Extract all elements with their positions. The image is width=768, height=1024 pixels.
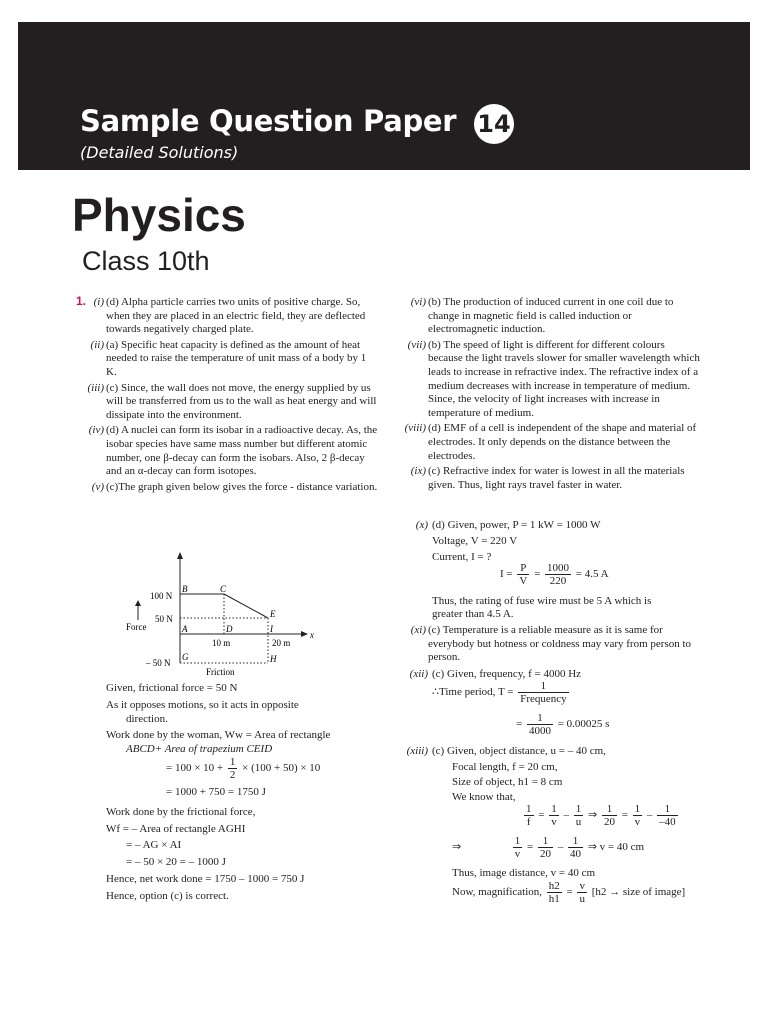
- answer-vi: [400, 296, 700, 337]
- fraction: [545, 562, 571, 587]
- denominator: 20: [603, 816, 615, 828]
- numerator: 1: [657, 803, 678, 816]
- eq-part: I =: [500, 568, 513, 581]
- fraction: [518, 680, 568, 705]
- fraction: [547, 880, 562, 905]
- force-distance-graph: [124, 548, 324, 678]
- numerator: 1: [518, 680, 568, 693]
- answer-v: [78, 481, 378, 495]
- answer-label: (ix): [410, 465, 426, 478]
- solution-line: Size of object, h1 = 8 cm: [452, 776, 563, 788]
- solution-line: Voltage, V = 220 V: [432, 535, 518, 547]
- denominator: 4000: [528, 725, 551, 737]
- answer-xi: [400, 624, 700, 665]
- solution-line: = – 50 × 20 = – 1000 J: [126, 856, 226, 868]
- eq-part: =: [516, 718, 523, 731]
- solution-line: Wf = – Area of rectangle AGHI: [106, 823, 246, 835]
- numerator: h2: [548, 880, 560, 892]
- denominator: u: [575, 816, 582, 828]
- solution-line: ABCD+ Area of trapezium CEID: [126, 743, 273, 755]
- answer-vii: [400, 339, 700, 421]
- point-d: D: [226, 624, 233, 634]
- denominator: h1: [548, 893, 560, 905]
- answer-text: (c) Temperature is a reliable measure as it is same for everybody but hotness or coldness may vary from person to person.: [428, 624, 692, 664]
- answer-iii: [78, 382, 378, 423]
- fraction: [633, 803, 643, 828]
- y-axis-arrow: [177, 552, 183, 559]
- answer-ii: [78, 339, 378, 380]
- numerator: 1: [602, 803, 617, 816]
- answer-label: (iv): [88, 424, 104, 437]
- numerator: 1000: [547, 562, 570, 574]
- paper-title: Sample Question Paper: [80, 104, 457, 138]
- solution-line: Work done by the frictional force,: [106, 806, 256, 818]
- solution-line: We know that,: [452, 791, 516, 803]
- denominator: 2: [229, 769, 236, 781]
- fraction: [513, 835, 523, 860]
- answer-ix: [400, 465, 700, 492]
- left-column: [78, 296, 378, 496]
- answer-label: (ii): [90, 338, 104, 351]
- answer-label: (xiii): [406, 745, 428, 757]
- answer-text: (c)The graph given below gives the force - distance variation.: [106, 480, 378, 493]
- answer-label: (iii): [87, 381, 104, 394]
- x-axis-arrow: [301, 631, 308, 637]
- point-c: C: [220, 584, 227, 594]
- denominator: v: [514, 848, 521, 860]
- eq-part: ⇒: [587, 809, 598, 822]
- point-g: G: [182, 652, 189, 662]
- solution-equation: [166, 756, 320, 781]
- eq-part: =: [566, 886, 573, 899]
- point-a: A: [182, 624, 188, 634]
- solution-line: (d) Given, power, P = 1 kW = 1000 W: [432, 519, 601, 531]
- fraction: [549, 803, 559, 828]
- answer-xi-block: [400, 624, 700, 667]
- solution-line: As it opposes motions, so it acts in opposite: [106, 699, 299, 711]
- fraction: [517, 562, 529, 587]
- eq-part: =: [538, 809, 545, 822]
- denominator: v: [634, 816, 641, 828]
- point-b: B: [182, 584, 188, 594]
- solution-line: greater than 4.5 A.: [432, 608, 514, 620]
- fraction: [538, 835, 553, 860]
- right-column: [400, 296, 700, 494]
- solution-line: Current, I = ?: [432, 551, 492, 563]
- numerator: 1: [538, 835, 553, 848]
- point-h: H: [270, 654, 277, 664]
- label-minus50n: – 50 N: [146, 658, 171, 668]
- numerator: 1: [568, 835, 583, 848]
- eq-part: = 0.00025 s: [557, 718, 610, 731]
- numerator: 1: [551, 803, 557, 815]
- paper-number-badge: 14: [474, 104, 514, 144]
- answer-text: (b) The production of induced current in one coil due to change in magnetic field is called induction or electromagnetic induction.: [428, 296, 674, 336]
- answer-text: (c) Since, the wall does not move, the energy supplied by us will be transferred from us to the wall as heat energy and will dissipate into the environment.: [106, 381, 377, 421]
- label-20m: 20 m: [272, 638, 291, 648]
- eq-part: Now, magnification,: [452, 886, 543, 899]
- solution-equation: [516, 712, 609, 737]
- lens-formula: [522, 803, 680, 828]
- label-force: Force: [126, 622, 147, 632]
- point-i: I: [270, 624, 273, 634]
- denominator: Frequency: [520, 693, 567, 705]
- solution-line: Given, frictional force = 50 N: [106, 682, 238, 694]
- answer-label: (i): [93, 296, 104, 308]
- fraction: [602, 803, 617, 828]
- solution-line: Work done by the woman, Ww = Area of rectangle: [106, 729, 331, 741]
- paper-subtitle: (Detailed Solutions): [80, 143, 239, 162]
- denominator: 220: [549, 575, 567, 587]
- answer-text: (b) The speed of light is different for different colours because the light travels slower for smaller wavelength which leads to increase in refractive index. The refractive index of a medium decreases with increase in temperature of medium. Since, the velocity of light increases with increase in temperature of medium.: [428, 338, 700, 419]
- line-ce: [224, 594, 268, 618]
- denominator: –40: [659, 816, 676, 828]
- eq-part: ⇒: [452, 841, 462, 854]
- fraction: [228, 756, 238, 781]
- answer-text: (c) Refractive index for water is lowest in all the materials given. Thus, light rays travel faster in water.: [428, 465, 685, 491]
- answer-text: (d) A nuclei can form its isobar in a radioactive decay. As, the isobar species have same mass number but different atomic number, one β-decay can form the isobars. Also, 2 β-decay and an α-decay can form isotopes.: [106, 424, 378, 478]
- eq-part: –: [563, 809, 569, 822]
- solution-line: (c) Given, object distance, u = – 40 cm,: [432, 745, 606, 757]
- solution-line: = 1000 + 750 = 1750 J: [166, 786, 266, 798]
- answer-label: (v): [91, 480, 104, 493]
- subject-heading: Physics: [72, 189, 246, 241]
- eq-part: × (100 + 50) × 10: [242, 762, 321, 775]
- eq-part: = 100 × 10 +: [166, 762, 224, 775]
- answer-label: (xi): [410, 624, 426, 636]
- point-e: E: [270, 609, 276, 619]
- fraction: [577, 880, 587, 905]
- magnification-equation: [452, 880, 685, 905]
- answer-iv: [78, 424, 378, 478]
- answer-text: (d) Alpha particle carries two units of positive charge. So, when they are placed in an electric field, they are deflected towards negatively charged plate.: [106, 296, 366, 336]
- answer-label: (viii): [404, 422, 426, 435]
- solution-line: (c) Given, frequency, f = 4000 Hz: [432, 668, 582, 680]
- eq-part: [h2 → size of image]: [591, 886, 686, 899]
- solution-line: Focal length, f = 20 cm,: [452, 761, 558, 773]
- header-banner: [18, 22, 750, 170]
- numerator: 1: [526, 803, 532, 815]
- eq-part: ∴Time period, T =: [432, 686, 514, 699]
- numerator: 1: [527, 712, 553, 725]
- denominator: 20: [539, 848, 551, 860]
- solution-equation: [500, 562, 609, 587]
- denominator: v: [551, 816, 557, 828]
- solution-line: direction.: [126, 713, 168, 725]
- denominator: u: [579, 893, 585, 905]
- eq-part: =: [621, 809, 628, 822]
- fraction: [574, 803, 584, 828]
- numerator: v: [579, 880, 585, 892]
- fraction: [657, 803, 678, 828]
- lens-formula-step: [452, 835, 644, 860]
- numerator: 1: [514, 835, 521, 847]
- solution-line: Thus, image distance, v = 40 cm: [452, 867, 596, 879]
- class-heading: Class 10th: [82, 246, 210, 276]
- eq-part: = 4.5 A: [575, 568, 609, 581]
- eq-part: –: [646, 809, 653, 822]
- solution-line: Hence, net work done = 1750 – 1000 = 750 J: [106, 873, 305, 885]
- fraction: [524, 803, 534, 828]
- label-50n: 50 N: [155, 614, 173, 624]
- answer-i: [78, 296, 378, 337]
- answer-text: (a) Specific heat capacity is defined as the amount of heat needed to raise the temperature of unit mass of a body by 1 K.: [106, 338, 367, 378]
- question-number: 1.: [76, 294, 87, 308]
- x-axis-label: x: [310, 630, 314, 640]
- eq-part: =: [534, 568, 541, 581]
- numerator: 1: [229, 756, 236, 768]
- force-arrowhead: [135, 600, 141, 606]
- eq-part: ⇒ v = 40 cm: [587, 841, 645, 854]
- numerator: P: [517, 562, 529, 575]
- solution-line: = – AG × AI: [126, 839, 182, 851]
- denominator: f: [526, 816, 531, 828]
- fraction: [527, 712, 553, 737]
- answer-label: (xii): [409, 668, 428, 680]
- denominator: V: [519, 575, 528, 587]
- answer-label: (vi): [410, 296, 426, 308]
- answer-label: (x): [415, 519, 428, 531]
- denominator: 40: [569, 848, 581, 860]
- label-friction: Friction: [206, 667, 235, 677]
- label-100n: 100 N: [150, 591, 173, 601]
- numerator: 1: [634, 803, 641, 815]
- answer-text: (d) EMF of a cell is independent of the shape and material of electrodes. It only depends on the distance between the electrodes.: [428, 422, 697, 462]
- solution-line: Thus, the rating of fuse wire must be 5 A which is: [432, 595, 652, 607]
- fraction: [568, 835, 583, 860]
- solution-equation: [432, 680, 571, 705]
- answer-viii: [400, 422, 700, 463]
- numerator: 1: [575, 803, 582, 815]
- label-10m: 10 m: [212, 638, 231, 648]
- eq-part: –: [557, 841, 564, 854]
- answer-label: (vii): [407, 338, 426, 351]
- eq-part: =: [526, 841, 534, 854]
- solution-line: Hence, option (c) is correct.: [106, 890, 229, 902]
